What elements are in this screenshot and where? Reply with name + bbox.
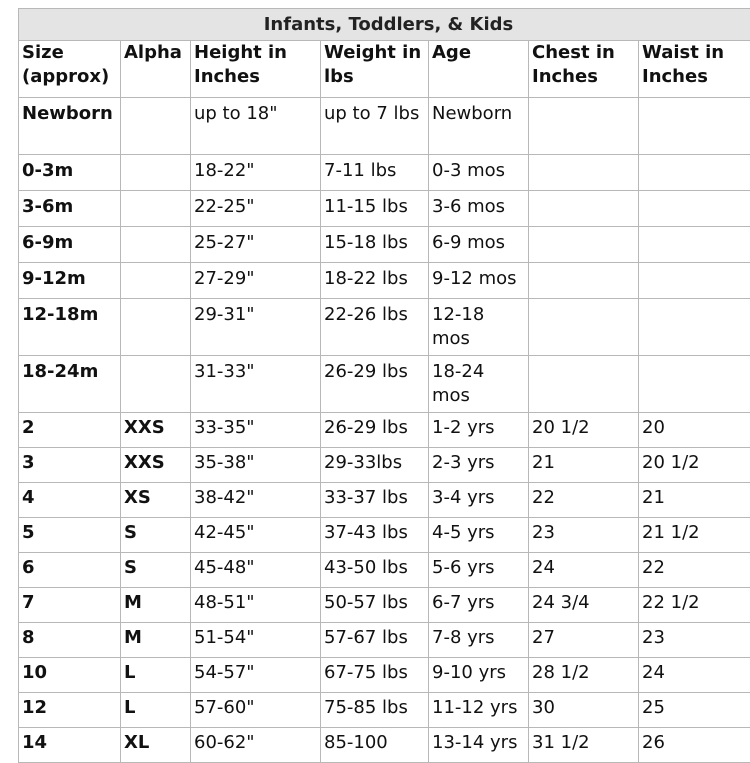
table-row (19, 155, 750, 191)
height-cell: 31-33" (191, 356, 321, 413)
size-cell: 12-18m (19, 299, 121, 356)
alpha-cell (121, 191, 191, 227)
table-row (19, 658, 750, 693)
table-body (19, 98, 750, 763)
size-cell: 8 (19, 623, 121, 658)
col-header-chest: Chest in Inches (529, 41, 639, 98)
height-cell: 54-57" (191, 658, 321, 693)
size-cell: 2 (19, 413, 121, 448)
table-row (19, 483, 750, 518)
table-row (19, 623, 750, 658)
chest-cell (529, 227, 639, 263)
size-cell: 12 (19, 693, 121, 728)
height-cell: 25-27" (191, 227, 321, 263)
alpha-cell: L (121, 658, 191, 693)
waist-cell (639, 191, 750, 227)
table-row (19, 356, 750, 413)
age-cell: 4-5 yrs (429, 518, 529, 553)
waist-cell: 21 1/2 (639, 518, 750, 553)
age-cell: 9-10 yrs (429, 658, 529, 693)
alpha-cell (121, 98, 191, 155)
size-cell: 3-6m (19, 191, 121, 227)
alpha-cell: XXS (121, 413, 191, 448)
height-cell: up to 18" (191, 98, 321, 155)
weight-cell: 85-100 (321, 728, 429, 763)
table-row (19, 693, 750, 728)
size-cell: 10 (19, 658, 121, 693)
size-chart (18, 8, 750, 763)
col-header-age: Age (429, 41, 529, 98)
weight-cell: 29-33lbs (321, 448, 429, 483)
age-cell: 0-3 mos (429, 155, 529, 191)
chest-cell: 24 (529, 553, 639, 588)
chest-cell (529, 98, 639, 155)
waist-cell: 24 (639, 658, 750, 693)
weight-cell: 26-29 lbs (321, 413, 429, 448)
height-cell: 42-45" (191, 518, 321, 553)
alpha-cell (121, 227, 191, 263)
weight-cell: 22-26 lbs (321, 299, 429, 356)
alpha-cell: S (121, 553, 191, 588)
table-row (19, 98, 750, 155)
waist-cell: 22 (639, 553, 750, 588)
waist-cell: 20 1/2 (639, 448, 750, 483)
waist-cell: 21 (639, 483, 750, 518)
age-cell: 13-14 yrs (429, 728, 529, 763)
age-cell: 5-6 yrs (429, 553, 529, 588)
alpha-cell: M (121, 588, 191, 623)
chest-cell (529, 356, 639, 413)
chest-cell: 24 3/4 (529, 588, 639, 623)
height-cell: 51-54" (191, 623, 321, 658)
table-row (19, 263, 750, 299)
col-header-alpha: Alpha (121, 41, 191, 98)
waist-cell: 26 (639, 728, 750, 763)
size-cell: 6-9m (19, 227, 121, 263)
age-cell: 1-2 yrs (429, 413, 529, 448)
table-row (19, 227, 750, 263)
age-cell: 12-18 mos (429, 299, 529, 356)
alpha-cell: L (121, 693, 191, 728)
age-cell: 7-8 yrs (429, 623, 529, 658)
chest-cell: 31 1/2 (529, 728, 639, 763)
table-row (19, 413, 750, 448)
table-title: Infants, Toddlers, & Kids (18, 8, 750, 40)
weight-cell: 7-11 lbs (321, 155, 429, 191)
chest-cell: 22 (529, 483, 639, 518)
table-row (19, 518, 750, 553)
size-cell: 7 (19, 588, 121, 623)
weight-cell: 67-75 lbs (321, 658, 429, 693)
header-row (19, 41, 750, 98)
col-header-weight: Weight in lbs (321, 41, 429, 98)
waist-cell: 25 (639, 693, 750, 728)
chest-cell (529, 299, 639, 356)
col-header-waist: Waist in Inches (639, 41, 750, 98)
weight-cell: 57-67 lbs (321, 623, 429, 658)
alpha-cell (121, 263, 191, 299)
size-cell: 5 (19, 518, 121, 553)
waist-cell (639, 98, 750, 155)
height-cell: 38-42" (191, 483, 321, 518)
weight-cell: 43-50 lbs (321, 553, 429, 588)
table-row (19, 191, 750, 227)
chest-cell: 27 (529, 623, 639, 658)
size-cell: 9-12m (19, 263, 121, 299)
weight-cell: 37-43 lbs (321, 518, 429, 553)
table-row (19, 299, 750, 356)
size-cell: 4 (19, 483, 121, 518)
col-header-height: Height in Inches (191, 41, 321, 98)
chest-cell: 28 1/2 (529, 658, 639, 693)
alpha-cell: XS (121, 483, 191, 518)
waist-cell: 23 (639, 623, 750, 658)
chest-cell: 20 1/2 (529, 413, 639, 448)
weight-cell: 75-85 lbs (321, 693, 429, 728)
waist-cell (639, 299, 750, 356)
alpha-cell: XL (121, 728, 191, 763)
table-row (19, 728, 750, 763)
weight-cell: up to 7 lbs (321, 98, 429, 155)
size-cell: 6 (19, 553, 121, 588)
waist-cell (639, 356, 750, 413)
age-cell: 2-3 yrs (429, 448, 529, 483)
weight-cell: 15-18 lbs (321, 227, 429, 263)
age-cell: 3-4 yrs (429, 483, 529, 518)
height-cell: 33-35" (191, 413, 321, 448)
weight-cell: 18-22 lbs (321, 263, 429, 299)
height-cell: 57-60" (191, 693, 321, 728)
age-cell: 6-9 mos (429, 227, 529, 263)
waist-cell (639, 227, 750, 263)
height-cell: 60-62" (191, 728, 321, 763)
age-cell: 3-6 mos (429, 191, 529, 227)
height-cell: 29-31" (191, 299, 321, 356)
height-cell: 22-25" (191, 191, 321, 227)
height-cell: 18-22" (191, 155, 321, 191)
height-cell: 35-38" (191, 448, 321, 483)
height-cell: 45-48" (191, 553, 321, 588)
size-table (18, 8, 750, 763)
weight-cell: 33-37 lbs (321, 483, 429, 518)
alpha-cell: S (121, 518, 191, 553)
age-cell: 18-24 mos (429, 356, 529, 413)
chest-cell (529, 155, 639, 191)
waist-cell: 20 (639, 413, 750, 448)
waist-cell: 22 1/2 (639, 588, 750, 623)
table-row (19, 553, 750, 588)
weight-cell: 50-57 lbs (321, 588, 429, 623)
chest-cell: 30 (529, 693, 639, 728)
age-cell: Newborn (429, 98, 529, 155)
waist-cell (639, 155, 750, 191)
alpha-cell: M (121, 623, 191, 658)
age-cell: 6-7 yrs (429, 588, 529, 623)
weight-cell: 11-15 lbs (321, 191, 429, 227)
age-cell: 9-12 mos (429, 263, 529, 299)
col-header-size: Size (approx) (19, 41, 121, 98)
size-cell: 14 (19, 728, 121, 763)
alpha-cell (121, 299, 191, 356)
height-cell: 48-51" (191, 588, 321, 623)
chest-cell (529, 263, 639, 299)
size-cell: 3 (19, 448, 121, 483)
weight-cell: 26-29 lbs (321, 356, 429, 413)
chest-cell: 21 (529, 448, 639, 483)
alpha-cell (121, 356, 191, 413)
size-cell: Newborn (19, 98, 121, 155)
size-cell: 0-3m (19, 155, 121, 191)
size-cell: 18-24m (19, 356, 121, 413)
alpha-cell: XXS (121, 448, 191, 483)
waist-cell (639, 263, 750, 299)
table-row (19, 588, 750, 623)
table-row (19, 448, 750, 483)
chest-cell (529, 191, 639, 227)
chest-cell: 23 (529, 518, 639, 553)
height-cell: 27-29" (191, 263, 321, 299)
age-cell: 11-12 yrs (429, 693, 529, 728)
alpha-cell (121, 155, 191, 191)
